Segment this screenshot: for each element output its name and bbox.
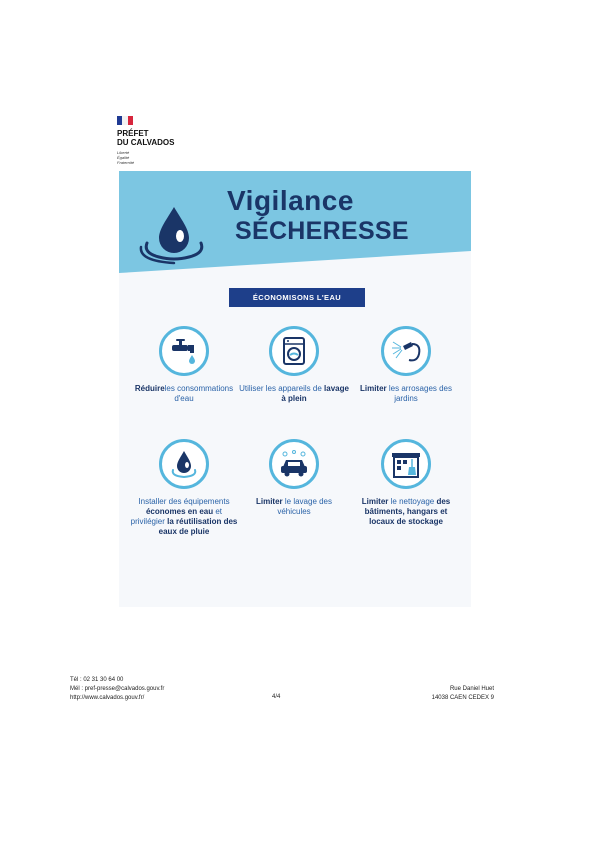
tip-text-part: les consommations d'eau (164, 384, 234, 403)
tip-water-saving-equipment (129, 439, 239, 537)
tip-text-emphasis: Limiter (255, 497, 283, 506)
tip-text-emphasis: Limiter (359, 384, 387, 393)
tip-full-load-washing (239, 326, 349, 404)
building-cleaning-icon (381, 439, 431, 489)
tip-text-emphasis: économes en eau (145, 507, 214, 516)
tip-text-emphasis: Réduire (134, 384, 165, 393)
tip-text (239, 497, 349, 517)
vigilance-poster (119, 171, 471, 607)
tip-text (129, 384, 239, 404)
motto-fraternite: Fraternité (117, 160, 135, 165)
footer-mail-link[interactable]: Mél : pref-presse@calvados.gouv.fr (70, 686, 165, 692)
marianne-flag-icon (117, 116, 133, 125)
water-drop-ripple-icon (139, 205, 209, 265)
tip-text-emphasis: Limiter (361, 497, 389, 506)
footer-tel: Tél : 02 31 30 64 00 (70, 677, 124, 683)
footer-contact (70, 676, 164, 703)
tip-building-cleaning (351, 439, 461, 527)
tip-text-emphasis: la réutilisation des eaux de pluie (158, 517, 238, 536)
tip-text (351, 497, 461, 527)
tip-text (351, 384, 461, 404)
car-wash-icon (269, 439, 319, 489)
republic-motto (117, 150, 237, 165)
tip-text-part: le lavage des véhicules (277, 497, 333, 516)
footer-address (400, 685, 494, 703)
tip-text-part: les arrosages des jardins (386, 384, 453, 403)
address-street: Rue Daniel Huet (449, 686, 494, 692)
prefecture-header (117, 116, 237, 165)
washing-machine-icon (269, 326, 319, 376)
tip-garden-watering (351, 326, 461, 404)
tip-text-emphasis: des bâtiments, hangars et locaux de stockage (364, 497, 451, 526)
tip-reduce-consumption (129, 326, 239, 404)
tip-text-part: le nettoyage (388, 497, 437, 506)
tip-vehicle-washing (239, 439, 349, 517)
subtitle-badge: ÉCONOMISONS L'EAU (229, 288, 365, 307)
page-number: 4/4 (272, 694, 281, 700)
tip-text-emphasis: lavage à plein (281, 384, 349, 403)
motto-egalite: Égalité (117, 155, 130, 160)
hose-icon (381, 326, 431, 376)
tip-text-part: et privilégier (130, 507, 223, 526)
poster-title-vigilance: Vigilance (227, 185, 354, 216)
prefet-title-line2: DU CALVADOS (117, 138, 175, 147)
address-city: 14038 CAEN CEDEX 9 (431, 695, 494, 701)
tip-text (239, 384, 349, 404)
poster-title-secheresse: SÉCHERESSE (235, 217, 409, 245)
prefet-title-line1: PRÉFET (117, 129, 149, 138)
water-drop-icon (159, 439, 209, 489)
tip-text (129, 497, 239, 537)
poster-banner (119, 171, 471, 273)
motto-liberte: Liberté (117, 150, 130, 155)
tip-text-part: Installer des équipements (138, 497, 230, 506)
tip-text-part: Utiliser les appareils de (239, 384, 325, 393)
faucet-icon (159, 326, 209, 376)
footer-website-link[interactable]: http://www.calvados.gouv.fr/ (70, 695, 145, 701)
